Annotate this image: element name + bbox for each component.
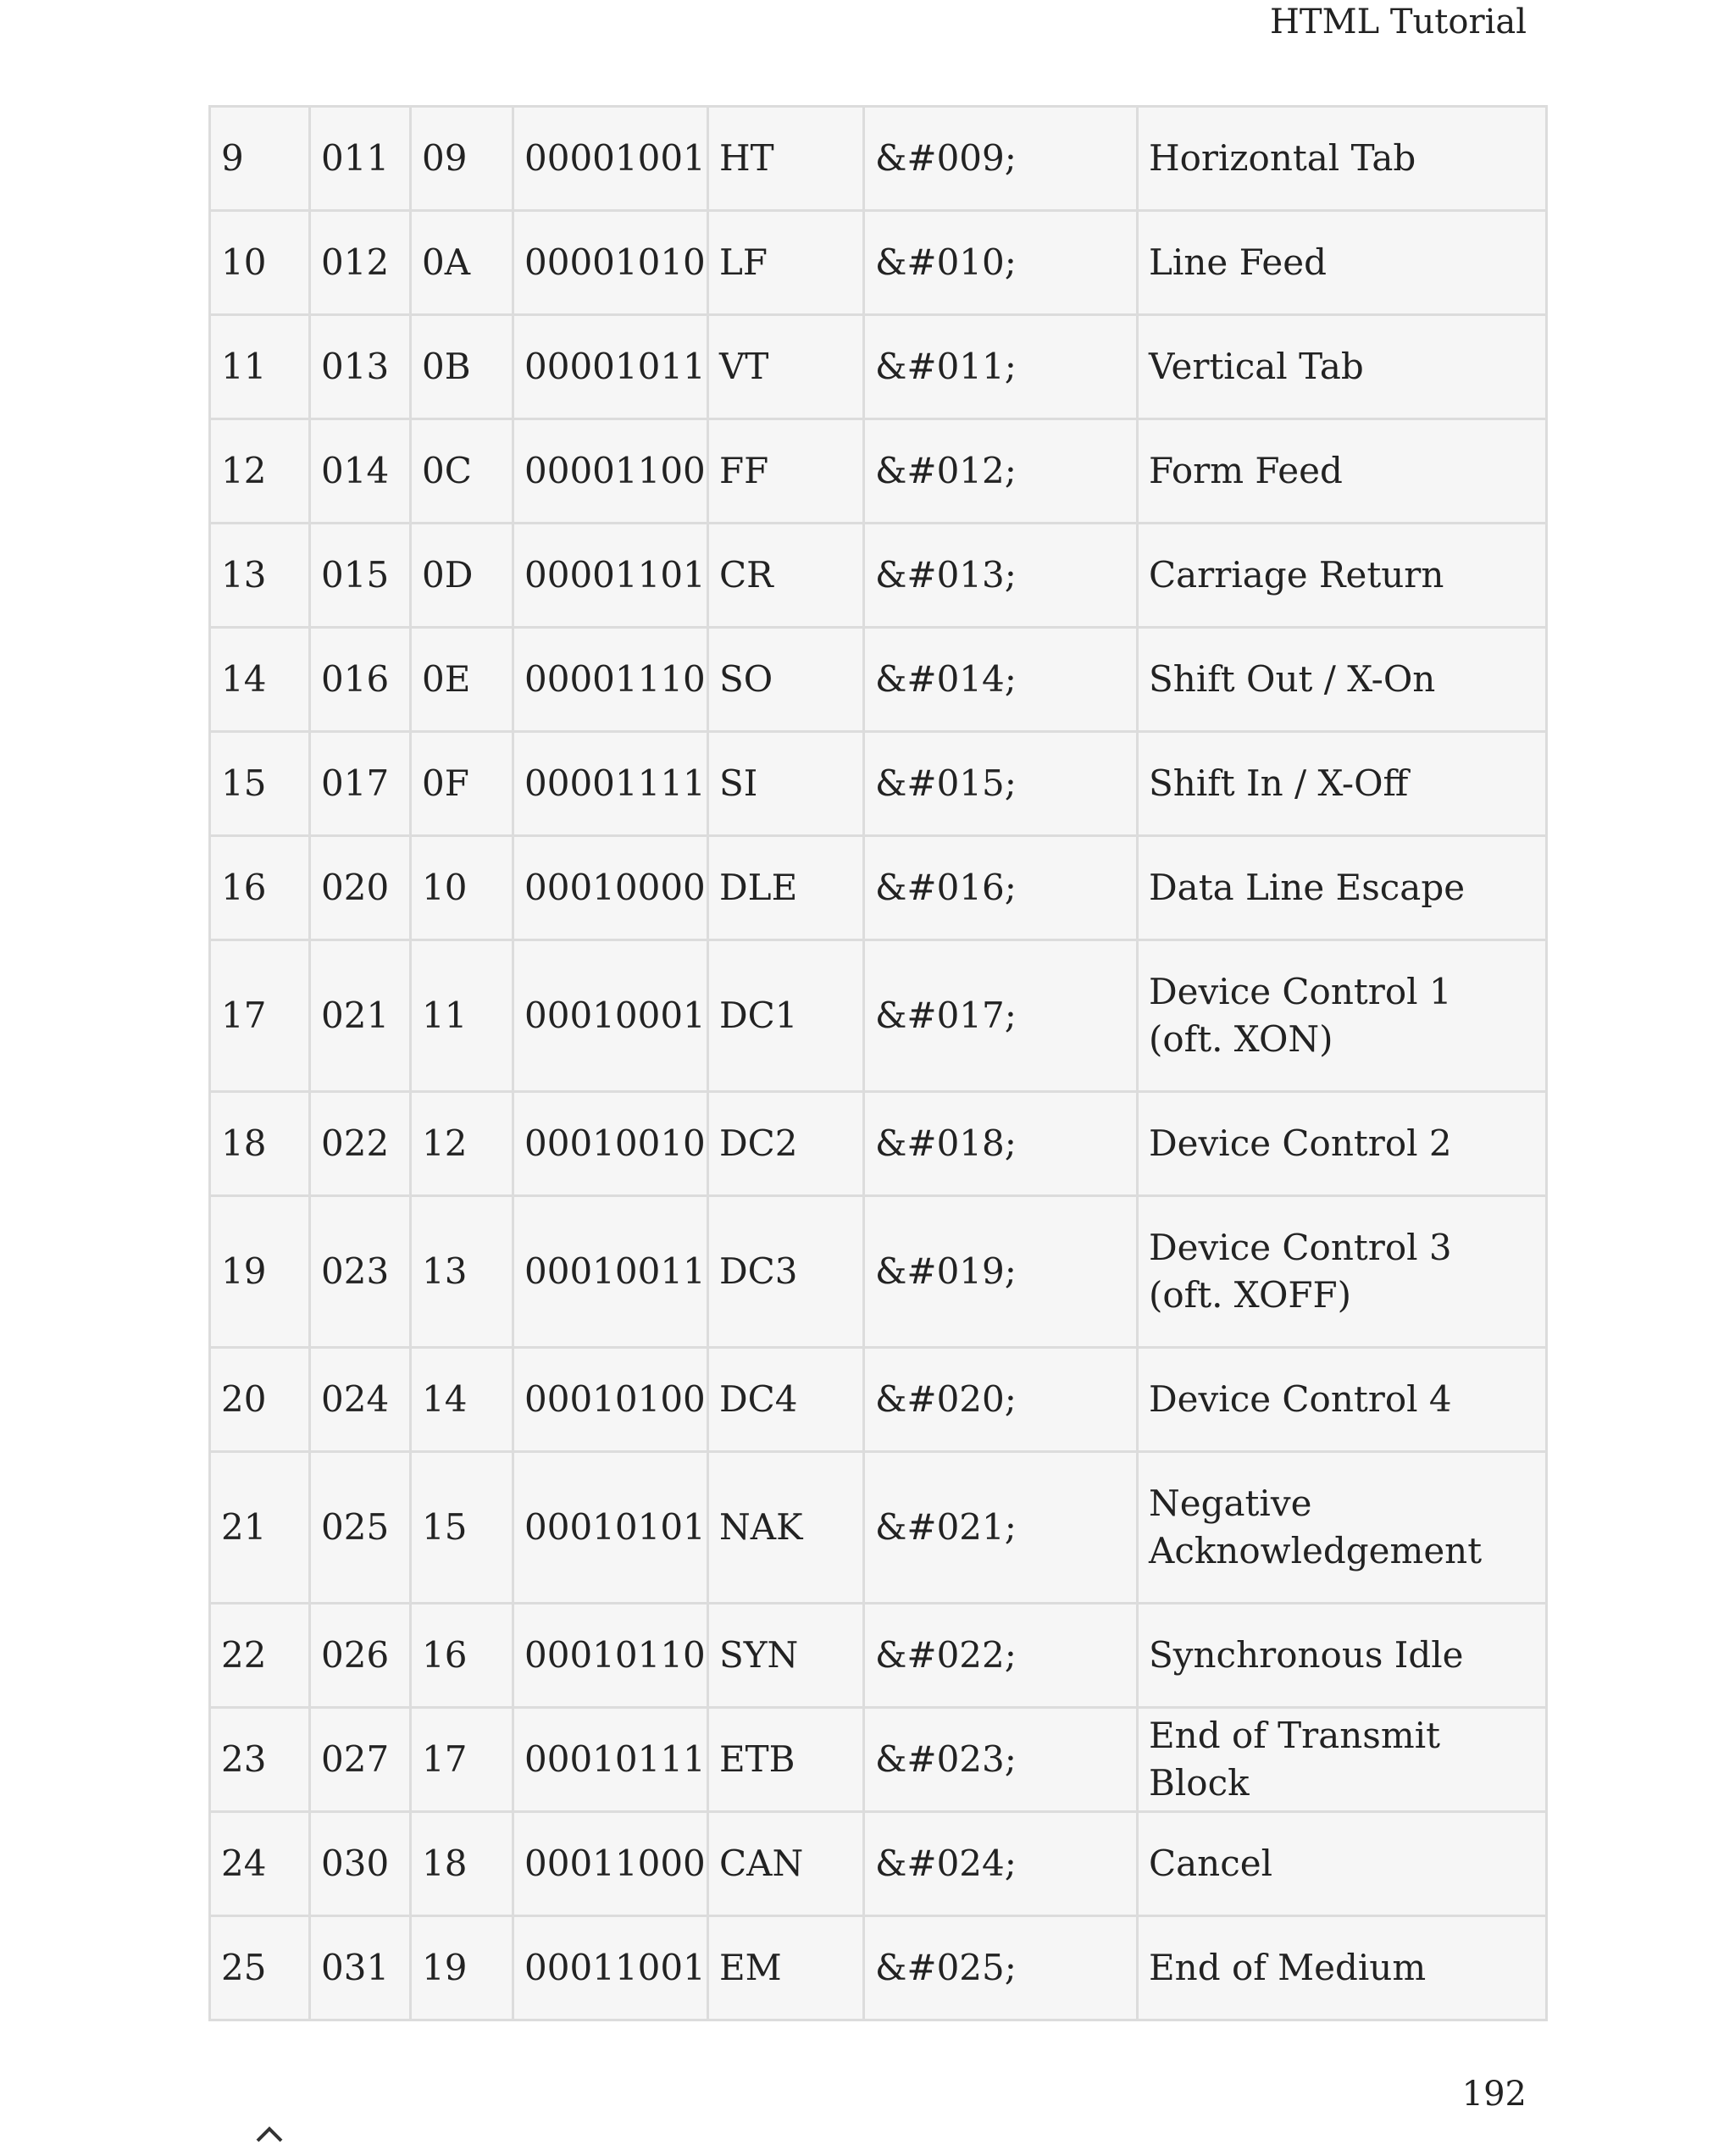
table-row xyxy=(210,1604,1547,1708)
html-number-cell: &#014; xyxy=(864,628,1138,732)
decimal-cell: 10 xyxy=(210,211,310,315)
table-row xyxy=(210,1708,1547,1812)
description-cell: End of Transmit Block xyxy=(1138,1708,1547,1812)
table-row xyxy=(210,836,1547,940)
html-number-cell: &#013; xyxy=(864,524,1138,628)
description-cell: Device Control 2 xyxy=(1138,1092,1547,1196)
binary-cell: 00010110 xyxy=(513,1604,708,1708)
html-number-cell: &#009; xyxy=(864,107,1138,211)
binary-cell: 00001111 xyxy=(513,732,708,836)
binary-cell: 00011000 xyxy=(513,1812,708,1916)
decimal-cell: 18 xyxy=(210,1092,310,1196)
html-number-cell: &#020; xyxy=(864,1348,1138,1452)
description-cell: Vertical Tab xyxy=(1138,315,1547,419)
hex-cell: 10 xyxy=(411,836,513,940)
description-cell: Synchronous Idle xyxy=(1138,1604,1547,1708)
decimal-cell: 14 xyxy=(210,628,310,732)
table-row xyxy=(210,315,1547,419)
html-number-cell: &#017; xyxy=(864,940,1138,1092)
html-number-cell: &#016; xyxy=(864,836,1138,940)
symbol-cell: LF xyxy=(708,211,864,315)
octal-cell: 017 xyxy=(310,732,411,836)
symbol-cell: SYN xyxy=(708,1604,864,1708)
binary-cell: 00010001 xyxy=(513,940,708,1092)
decimal-cell: 17 xyxy=(210,940,310,1092)
decimal-cell: 25 xyxy=(210,1916,310,2020)
description-cell: Data Line Escape xyxy=(1138,836,1547,940)
hex-cell: 11 xyxy=(411,940,513,1092)
binary-cell: 00010011 xyxy=(513,1196,708,1348)
html-number-cell: &#015; xyxy=(864,732,1138,836)
octal-cell: 021 xyxy=(310,940,411,1092)
hex-cell: 0F xyxy=(411,732,513,836)
binary-cell: 00001110 xyxy=(513,628,708,732)
symbol-cell: DC4 xyxy=(708,1348,864,1452)
hex-cell: 15 xyxy=(411,1452,513,1604)
binary-cell: 00001011 xyxy=(513,315,708,419)
octal-cell: 011 xyxy=(310,107,411,211)
html-number-cell: &#024; xyxy=(864,1812,1138,1916)
decimal-cell: 22 xyxy=(210,1604,310,1708)
chevron-up-icon[interactable] xyxy=(254,2122,285,2153)
symbol-cell: VT xyxy=(708,315,864,419)
description-cell: Shift In / X-Off xyxy=(1138,732,1547,836)
binary-cell: 00010100 xyxy=(513,1348,708,1452)
table-row xyxy=(210,1452,1547,1604)
description-cell: Form Feed xyxy=(1138,419,1547,524)
symbol-cell: DC2 xyxy=(708,1092,864,1196)
hex-cell: 0E xyxy=(411,628,513,732)
table-row xyxy=(210,419,1547,524)
binary-cell: 00010010 xyxy=(513,1092,708,1196)
symbol-cell: SO xyxy=(708,628,864,732)
octal-cell: 024 xyxy=(310,1348,411,1452)
hex-cell: 18 xyxy=(411,1812,513,1916)
octal-cell: 012 xyxy=(310,211,411,315)
binary-cell: 00001001 xyxy=(513,107,708,211)
symbol-cell: NAK xyxy=(708,1452,864,1604)
symbol-cell: CAN xyxy=(708,1812,864,1916)
binary-cell: 00001100 xyxy=(513,419,708,524)
description-cell: End of Medium xyxy=(1138,1916,1547,2020)
decimal-cell: 11 xyxy=(210,315,310,419)
description-cell: Device Control 3 (oft. XOFF) xyxy=(1138,1196,1547,1348)
decimal-cell: 15 xyxy=(210,732,310,836)
symbol-cell: ETB xyxy=(708,1708,864,1812)
hex-cell: 0A xyxy=(411,211,513,315)
description-cell: Cancel xyxy=(1138,1812,1547,1916)
hex-cell: 19 xyxy=(411,1916,513,2020)
html-number-cell: &#021; xyxy=(864,1452,1138,1604)
decimal-cell: 24 xyxy=(210,1812,310,1916)
page-header-title: HTML Tutorial xyxy=(1270,3,1527,42)
hex-cell: 13 xyxy=(411,1196,513,1348)
hex-cell: 12 xyxy=(411,1092,513,1196)
hex-cell: 0D xyxy=(411,524,513,628)
symbol-cell: SI xyxy=(708,732,864,836)
html-number-cell: &#022; xyxy=(864,1604,1138,1708)
page-number: 192 xyxy=(1461,2075,1527,2114)
description-cell: Carriage Return xyxy=(1138,524,1547,628)
hex-cell: 0B xyxy=(411,315,513,419)
decimal-cell: 13 xyxy=(210,524,310,628)
description-cell: Negative Acknowledgement xyxy=(1138,1452,1547,1604)
table-row xyxy=(210,940,1547,1092)
hex-cell: 17 xyxy=(411,1708,513,1812)
symbol-cell: CR xyxy=(708,524,864,628)
binary-cell: 00010000 xyxy=(513,836,708,940)
octal-cell: 022 xyxy=(310,1092,411,1196)
decimal-cell: 23 xyxy=(210,1708,310,1812)
decimal-cell: 12 xyxy=(210,419,310,524)
table-row xyxy=(210,211,1547,315)
hex-cell: 14 xyxy=(411,1348,513,1452)
decimal-cell: 20 xyxy=(210,1348,310,1452)
octal-cell: 030 xyxy=(310,1812,411,1916)
hex-cell: 0C xyxy=(411,419,513,524)
table-row xyxy=(210,1092,1547,1196)
hex-cell: 16 xyxy=(411,1604,513,1708)
description-cell: Shift Out / X-On xyxy=(1138,628,1547,732)
html-number-cell: &#011; xyxy=(864,315,1138,419)
decimal-cell: 9 xyxy=(210,107,310,211)
octal-cell: 027 xyxy=(310,1708,411,1812)
octal-cell: 014 xyxy=(310,419,411,524)
html-number-cell: &#018; xyxy=(864,1092,1138,1196)
description-cell: Horizontal Tab xyxy=(1138,107,1547,211)
symbol-cell: DC3 xyxy=(708,1196,864,1348)
table-row xyxy=(210,732,1547,836)
symbol-cell: DC1 xyxy=(708,940,864,1092)
decimal-cell: 16 xyxy=(210,836,310,940)
table-row xyxy=(210,107,1547,211)
decimal-cell: 19 xyxy=(210,1196,310,1348)
description-cell: Device Control 4 xyxy=(1138,1348,1547,1452)
symbol-cell: EM xyxy=(708,1916,864,2020)
description-cell: Device Control 1 (oft. XON) xyxy=(1138,940,1547,1092)
octal-cell: 023 xyxy=(310,1196,411,1348)
description-cell: Line Feed xyxy=(1138,211,1547,315)
octal-cell: 026 xyxy=(310,1604,411,1708)
table-row xyxy=(210,1348,1547,1452)
html-number-cell: &#019; xyxy=(864,1196,1138,1348)
html-number-cell: &#025; xyxy=(864,1916,1138,2020)
table-row xyxy=(210,1916,1547,2020)
table-row xyxy=(210,1196,1547,1348)
html-number-cell: &#023; xyxy=(864,1708,1138,1812)
binary-cell: 00001010 xyxy=(513,211,708,315)
table-row xyxy=(210,524,1547,628)
binary-cell: 00010101 xyxy=(513,1452,708,1604)
binary-cell: 00011001 xyxy=(513,1916,708,2020)
octal-cell: 020 xyxy=(310,836,411,940)
binary-cell: 00010111 xyxy=(513,1708,708,1812)
table-row xyxy=(210,628,1547,732)
hex-cell: 09 xyxy=(411,107,513,211)
table-row xyxy=(210,1812,1547,1916)
ascii-control-codes-table xyxy=(208,105,1548,2021)
octal-cell: 025 xyxy=(310,1452,411,1604)
octal-cell: 015 xyxy=(310,524,411,628)
symbol-cell: FF xyxy=(708,419,864,524)
html-number-cell: &#012; xyxy=(864,419,1138,524)
octal-cell: 016 xyxy=(310,628,411,732)
binary-cell: 00001101 xyxy=(513,524,708,628)
html-number-cell: &#010; xyxy=(864,211,1138,315)
decimal-cell: 21 xyxy=(210,1452,310,1604)
octal-cell: 013 xyxy=(310,315,411,419)
symbol-cell: DLE xyxy=(708,836,864,940)
symbol-cell: HT xyxy=(708,107,864,211)
octal-cell: 031 xyxy=(310,1916,411,2020)
